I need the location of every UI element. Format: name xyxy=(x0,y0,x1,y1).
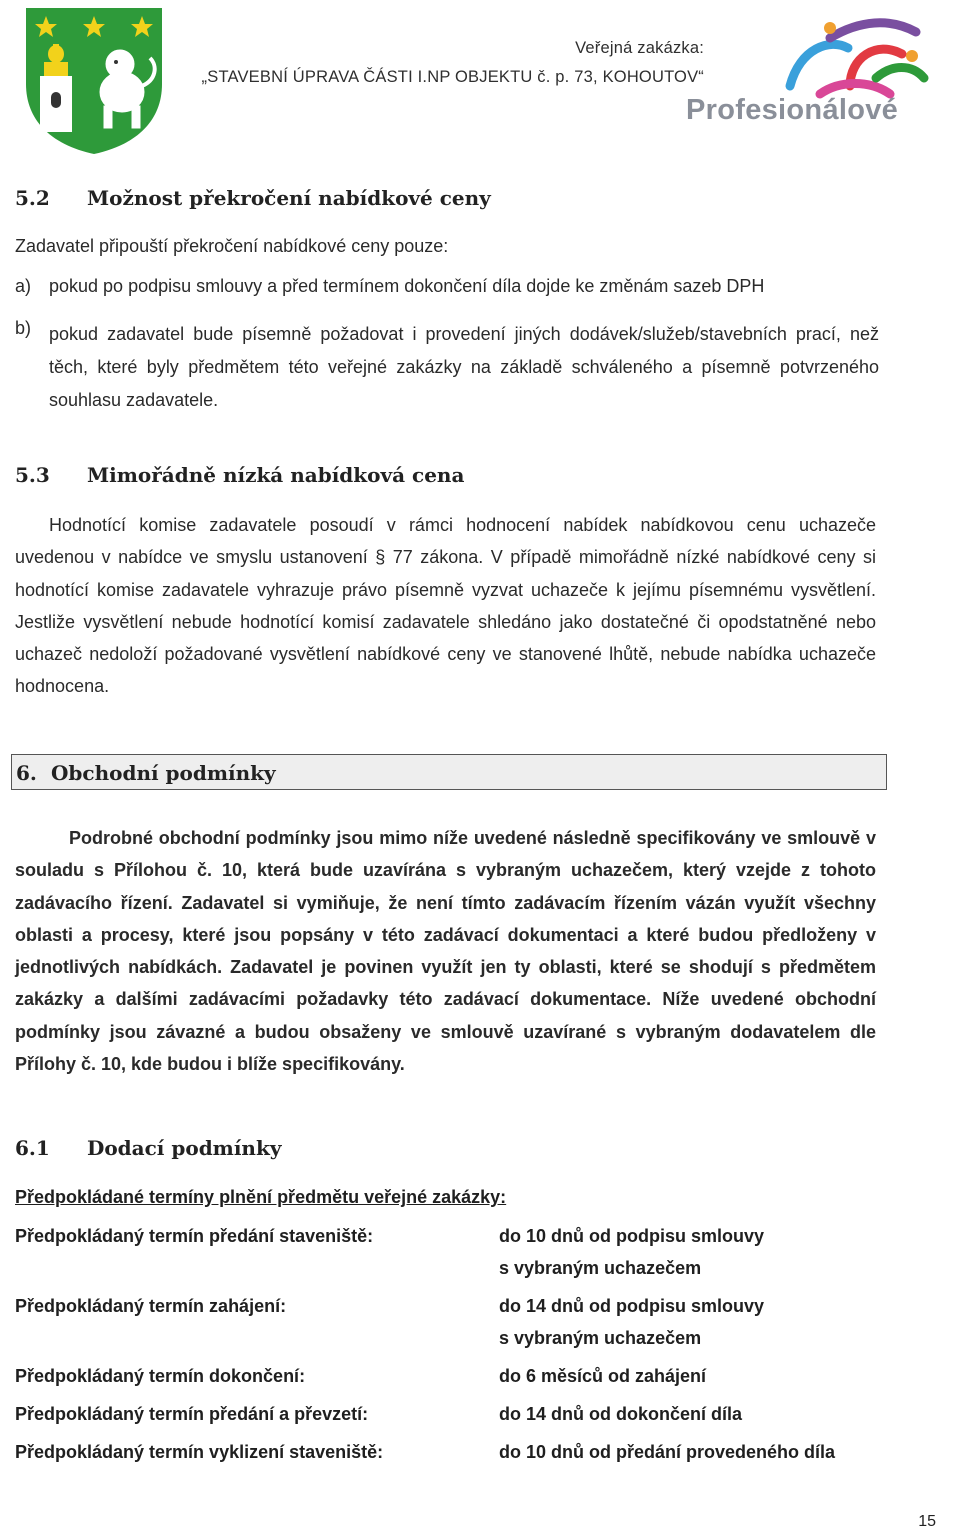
section-heading-5-3 xyxy=(15,463,464,487)
section-number: 5.2 xyxy=(15,186,50,210)
section-number: 5.3 xyxy=(15,463,50,487)
tender-name: „STAVEBNÍ ÚPRAVA ČÁSTI I.NP OBJEKTU č. p. 73, KOHOUTOV“ xyxy=(201,68,704,86)
page-number: 15 xyxy=(918,1513,936,1530)
schedule-row-value: do 10 dnů od předání provedeného díla xyxy=(499,1442,836,1462)
list-item-a xyxy=(15,276,764,297)
schedule-row-label: Předpokládaný termín předání a převzetí: xyxy=(15,1404,369,1424)
tender-label: Veřejná zakázka: xyxy=(575,39,704,57)
schedule-subtitle-text: Předpokládané termíny plnění předmětu veřejné zakázky: xyxy=(15,1187,507,1207)
logo-wordmark: Profesionálové xyxy=(686,94,899,126)
schedule-subtitle xyxy=(15,1187,506,1208)
schedule-value-line2: s vybraným uchazečem xyxy=(499,1328,702,1348)
schedule-row-label: Předpokládaný termín zahájení: xyxy=(15,1296,287,1316)
list-marker: a) xyxy=(15,276,32,296)
schedule-row-label: Předpokládaný termín předání staveniště: xyxy=(15,1226,374,1246)
list-item-text: pokud po podpisu smlouvy a před termínem dokončení díla dojde ke změnám sazeb DPH xyxy=(49,276,765,296)
section-number: 6. xyxy=(16,761,37,785)
list-marker: b) xyxy=(15,318,32,338)
schedule-value-line2: s vybraným uchazečem xyxy=(499,1258,702,1278)
section-title: Mimořádně nízká nabídková cena xyxy=(87,463,465,487)
schedule-row-label: Předpokládaný termín vyklizení staveniště: xyxy=(15,1442,384,1462)
section-5-2-intro: Zadavatel připouští překročení nabídkové ceny pouze: xyxy=(15,236,449,256)
tender-header xyxy=(202,34,704,92)
schedule-row-value: do 14 dnů od dokončení díla xyxy=(499,1404,743,1424)
schedule-value-line1: do 14 dnů od podpisu smlouvy xyxy=(499,1296,765,1316)
section-number: 6.1 xyxy=(15,1136,50,1160)
section-heading-6-1 xyxy=(15,1136,281,1160)
schedule-row-value: do 6 měsíců od zahájení xyxy=(499,1366,707,1386)
schedule-row-value xyxy=(499,1290,764,1354)
section-title: Obchodní podmínky xyxy=(51,761,276,785)
section-heading-5-2 xyxy=(15,186,491,210)
section-title: Dodací podmínky xyxy=(87,1136,282,1160)
section-heading-6 xyxy=(11,754,887,790)
paragraph-text: Hodnotící komise zadavatele posoudí v rámci hodnocení nabídek nabídkovou cenu uchazeče uvedenou v nabídce ve smyslu ustanovení § 77 zákona. V případě mimořádně nízké nabídkové ceny si hodnotící komise zadavatele vyhrazuje právo písemně vyzvat uchazeče k jejímu písemnému vysvětlení. Jestliže vysvětlení nebude hodnotící komisí zadavatele shledáno jako dostatečné či opodstatněné nebo uchazeč nedoloží požadované vysvětlení nabídkové ceny ve stanovené lhůtě, nebude nabídka uchazeče hodnocena. xyxy=(15,515,876,697)
schedule-row-label: Předpokládaný termín dokončení: xyxy=(15,1366,306,1386)
schedule-value-line1: do 10 dnů od podpisu smlouvy xyxy=(499,1226,765,1246)
section-title: Možnost překročení nabídkové ceny xyxy=(87,186,491,210)
section-5-3-paragraph xyxy=(15,509,876,703)
section-6-paragraph xyxy=(15,822,876,1080)
list-item-text: pokud zadavatel bude písemně požadovat i provedení jiných dodávek/služeb/stavebních prací, než těch, které byly předmětem této veřejné zakázky na základě schváleného a písemně potvrzeného souhlasu zadavatele. xyxy=(49,324,879,410)
municipal-crest-logo xyxy=(24,6,164,156)
schedule-row-value xyxy=(499,1220,764,1284)
list-item-b xyxy=(15,318,879,410)
paragraph-text: Podrobné obchodní podmínky jsou mimo níže uvedené následně specifikovány ve smlouvě v souladu s Přílohou č. 10, která bude uzavírána s vybraným uchazečem, který vzejde z tohoto zadávacího řízení. Zadavatel si vymiňuje, že není tímto zadávacím řízením vázán využít všechny oblasti a procesy, které jsou popsány v této zadávací dokumentaci a které budou předloženy v jednotlivých nabídkách. Zadavatel je povinen využít jen ty oblasti, které se shodují s předmětem zakázky a dalšími zadávacími požadavky této zadávací dokumentace. Níže uvedené obchodní podmínky jsou závazné a budou obsaženy ve smlouvě uzavírané s vybraným dodavatelem dle Přílohy č. 10, kde budou i blíže specifikovány. xyxy=(15,828,876,1075)
